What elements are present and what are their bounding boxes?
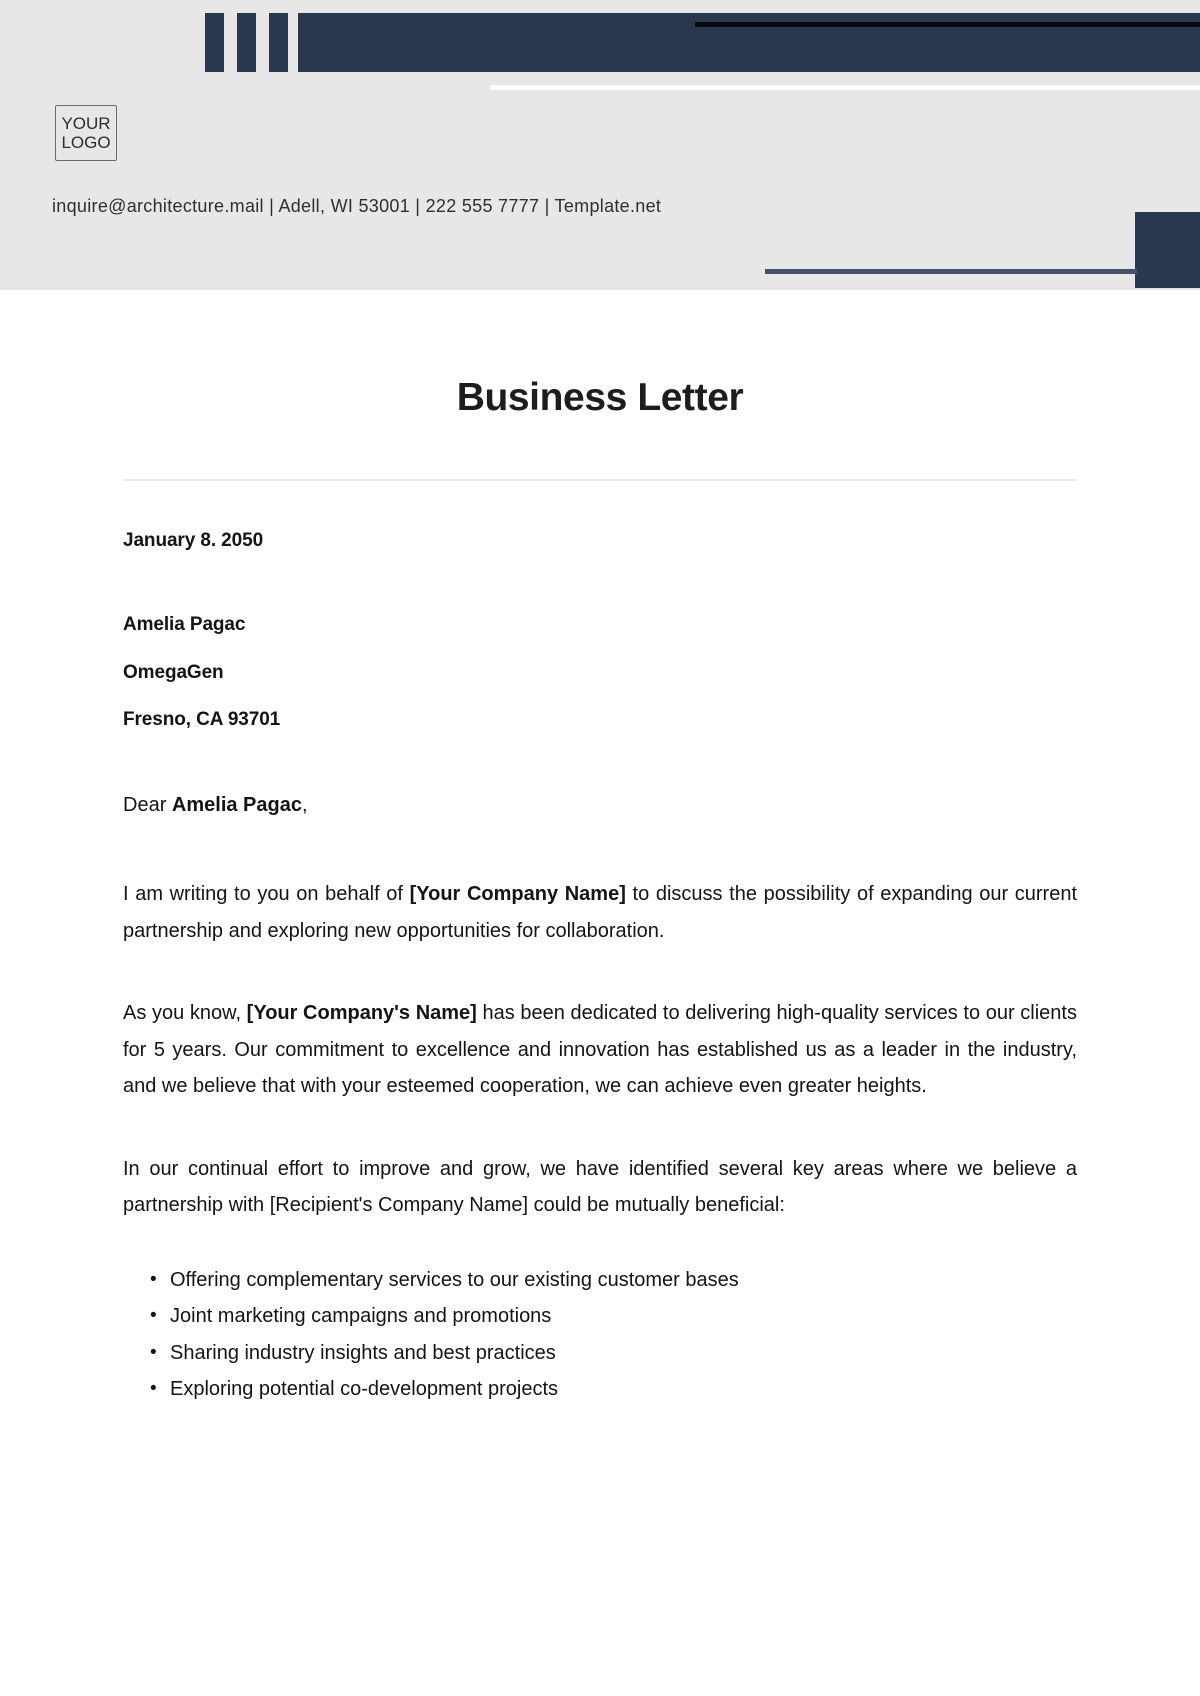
salutation-suffix: ,: [301, 794, 308, 816]
letter-paragraph: [123, 876, 1077, 949]
salutation-prefix: Dear: [123, 794, 172, 816]
list-item: • Sharing industry insights and best practices: [150, 1335, 1077, 1372]
page-title: Business Letter: [456, 376, 744, 419]
list-item: • Joint marketing campaigns and promotions: [150, 1298, 1077, 1335]
letterhead-header: [0, 0, 1200, 290]
letter-date: January 8. 2050: [123, 530, 264, 551]
contact-info-line: inquire@architecture.mail | Adell, WI 53001 | 222 555 7777 | Template.net: [52, 196, 662, 216]
letter-paragraph: [123, 995, 1077, 1105]
decorative-tick-bars: [205, 13, 288, 72]
list-item: • Exploring potential co-development projects: [150, 1371, 1077, 1408]
recipient-name: Amelia Pagac: [123, 614, 246, 635]
header-corner-block: [1135, 212, 1200, 288]
letter-paragraphs: [123, 876, 1077, 1224]
header-navy-banner: [298, 13, 1200, 72]
salutation: [123, 792, 1077, 818]
paragraph-text-run: to discuss the possibility of expanding our current partnership and exploring new opportunities for collaboration.: [123, 883, 1077, 942]
logo-placeholder[interactable]: [55, 105, 117, 161]
paragraph-bold-run: [Your Company's Name]: [246, 1002, 477, 1024]
salutation-name: Amelia Pagac: [171, 794, 302, 816]
list-item: • Offering complementary services to our existing customer bases: [150, 1262, 1077, 1299]
logo-line-2: LOGO: [61, 133, 111, 152]
letter-body: [123, 481, 1077, 1408]
paragraph-text-run: As you know,: [123, 1002, 247, 1024]
letter-paragraph: [123, 1151, 1077, 1224]
paragraph-text-run: In our continual effort to improve and grow, we have identified several key areas where we believe a partnership with [Recipient's Company Name] could be mutually beneficial:: [123, 1157, 1077, 1216]
tick-bar-1: [205, 13, 224, 72]
benefits-bullet-list: [123, 1262, 1077, 1408]
paragraph-text-run: I am writing to you on behalf of: [123, 883, 410, 905]
header-black-rule: [695, 22, 1200, 27]
logo-line-1: YOUR: [61, 114, 111, 133]
paragraph-text-run: has been dedicated to delivering high-quality services to our clients for 5 years. Our commitment to excellence and innovation has established us as a leader in the industry, and we believe that with your esteemed cooperation, we can achieve even greater heights.: [123, 1002, 1077, 1097]
tick-bar-2: [237, 13, 256, 72]
letter-sheet: [0, 290, 1200, 1408]
recipient-address: Fresno, CA 93701: [123, 709, 281, 730]
paragraph-bold-run: [Your Company Name]: [409, 883, 626, 905]
header-corner-rule: [765, 269, 1137, 274]
header-white-rule: [490, 85, 1200, 90]
tick-bar-3: [269, 13, 288, 72]
recipient-company: OmegaGen: [123, 662, 224, 683]
